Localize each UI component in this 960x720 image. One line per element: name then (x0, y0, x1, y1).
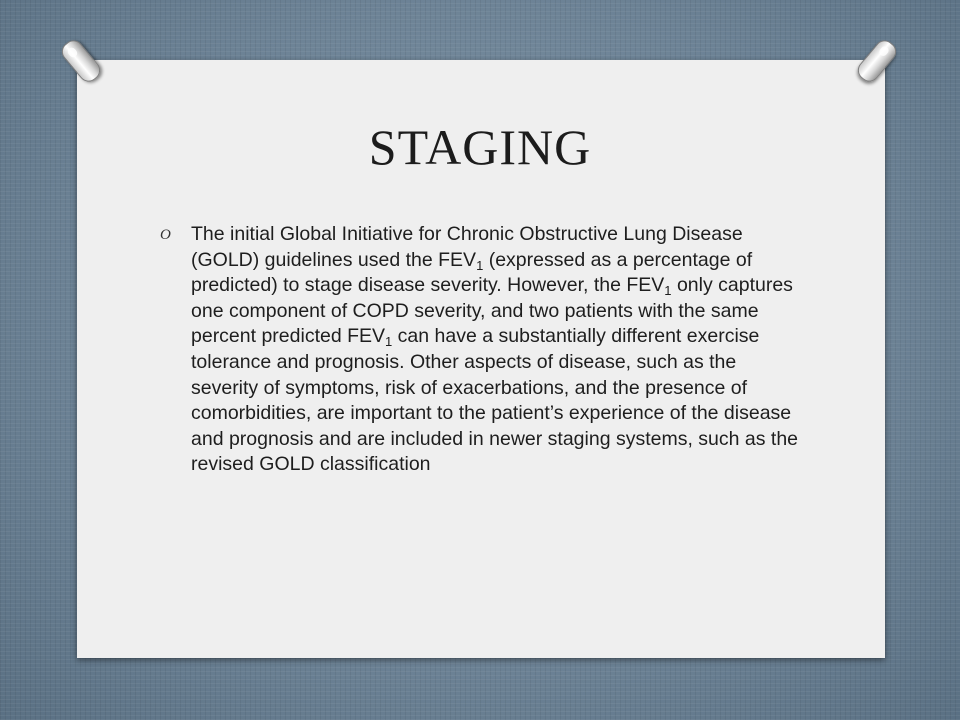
bullet-text-part-2: (expressed as a percentage of predicted) to stage disease severity. However, the FEV (191, 248, 753, 297)
bullet-text-part-1: The initial Global Initiative for Chronic Obstructive Lung Disease (GOLD) guidelines used the FEV (191, 223, 743, 271)
bullet-text-part-3: only captures one component of COPD severity, and two patients with the same percent predicted FEV (191, 274, 793, 348)
bullet-text-part-4: can have a substantially different exercise tolerance and prognosis. Other aspects of disease, such as the severity of symptoms, risk of exacerbations, and the presence of comorbidities, are important to the patient’s experience of the disease and prognosis and are included in newer staging systems, such as the revised GOLD classification (191, 325, 799, 476)
slide-title: STAGING (368, 119, 592, 175)
bullet-marker-icon: O (160, 227, 171, 243)
fev-subscript-2: 1 (664, 283, 672, 299)
fev-subscript-1: 1 (476, 257, 484, 273)
bullet-text (191, 222, 806, 478)
fev-subscript-3: 1 (385, 334, 393, 350)
